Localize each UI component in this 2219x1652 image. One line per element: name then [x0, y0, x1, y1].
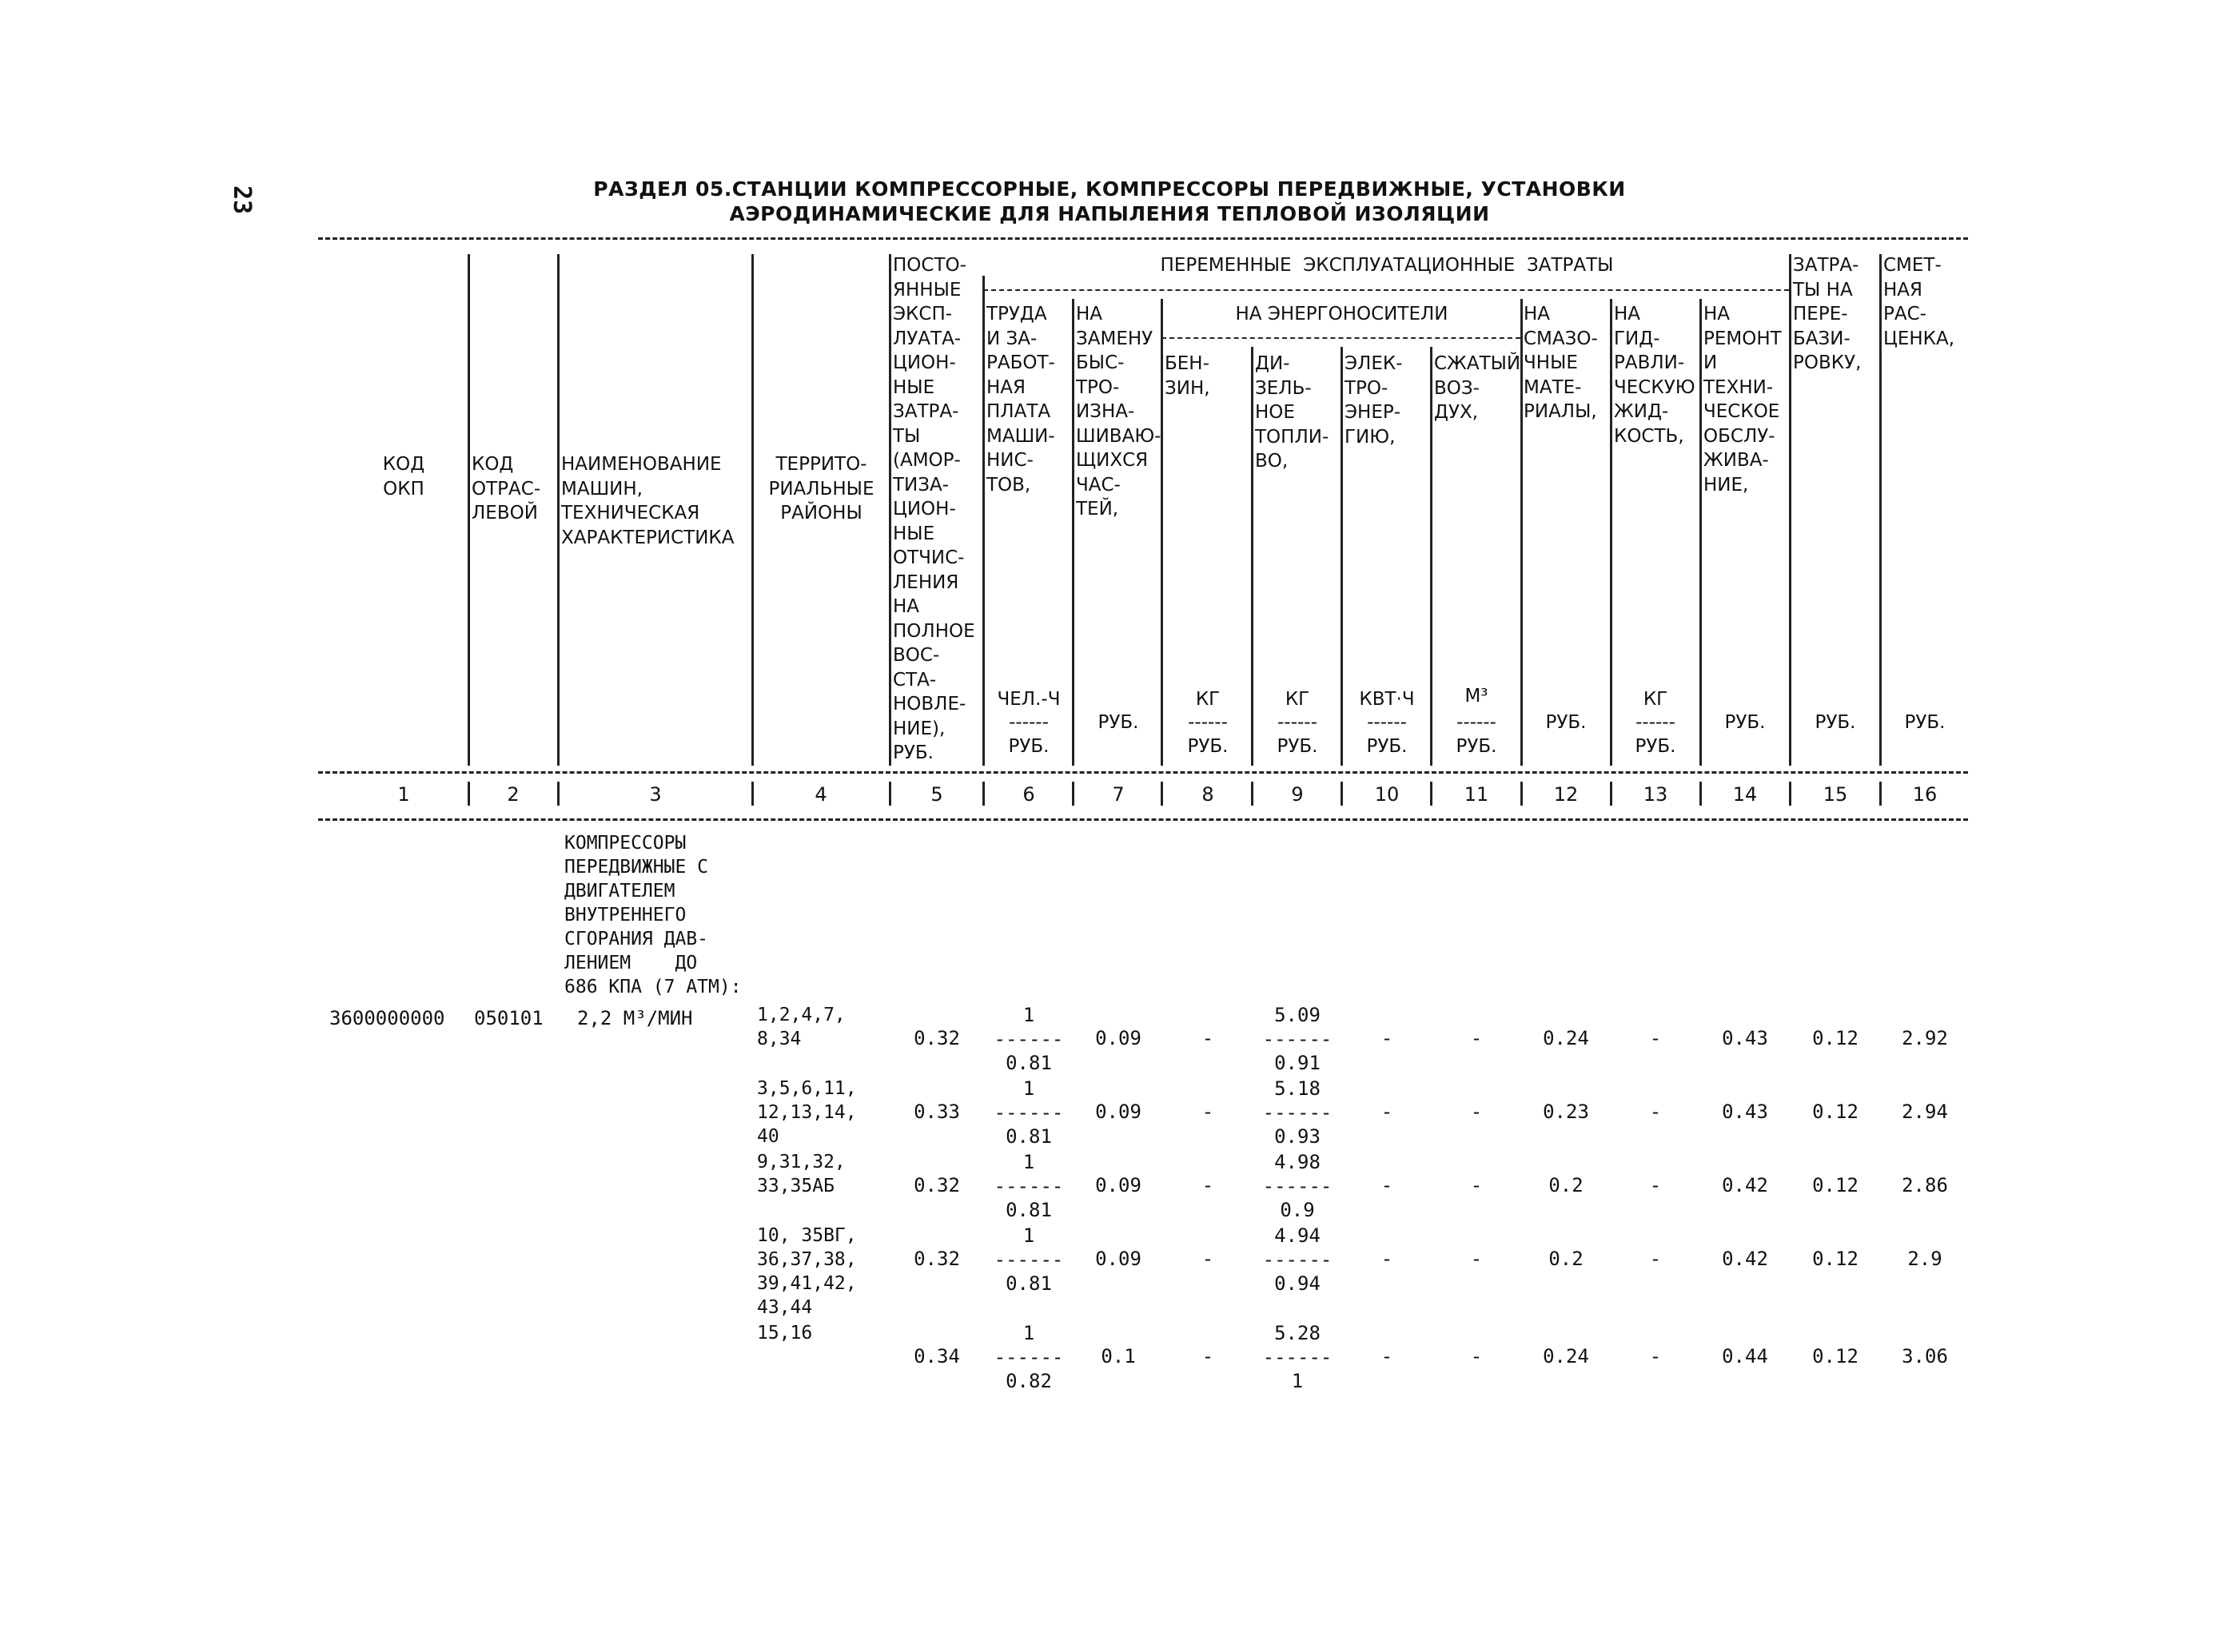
row-regions: 1,2,4,7, 8,34 [757, 1005, 846, 1049]
header-labor: ТРУДА И ЗА- РАБОТ- НАЯ ПЛАТА МАШИ- НИС- ТОВ, [986, 304, 1055, 496]
header-relocation: ЗАТРА- ТЫ НА ПЕРЕ- БАЗИ- РОВКУ, [1793, 255, 1862, 373]
row-electricity: - [1380, 1174, 1393, 1196]
row-estimate: 3.06 [1902, 1345, 1948, 1367]
row-relocation: 0.12 [1812, 1174, 1858, 1196]
row-diesel-bar: ------ [1262, 1101, 1333, 1124]
row-electricity: - [1380, 1248, 1393, 1270]
page-number: 23 [228, 185, 256, 215]
row-lubricants: 0.2 [1548, 1248, 1584, 1270]
row-petrol: - [1201, 1027, 1214, 1049]
row-diesel-bottom: 1 [1291, 1370, 1304, 1392]
row-labor-top: 1 [1022, 1004, 1035, 1026]
row-electricity: - [1380, 1027, 1393, 1049]
row-lubricants: 0.2 [1548, 1174, 1584, 1196]
row-relocation: 0.12 [1812, 1345, 1858, 1367]
code-branch: 050101 [474, 1007, 544, 1029]
row-fixed-costs: 0.32 [914, 1248, 960, 1270]
row-diesel-top: 4.94 [1274, 1224, 1321, 1247]
header-variable-costs: ПЕРЕМЕННЫЕ ЭКСПЛУАТАЦИОННЫЕ ЗАТРАТЫ [1160, 255, 1614, 276]
row-electricity: - [1380, 1345, 1393, 1367]
row-lubricants: 0.23 [1543, 1101, 1589, 1123]
header-fixed-costs: ПОСТО- ЯННЫЕ ЭКСП- ЛУАТА- ЦИОН- НЫЕ ЗАТРА- ТЫ (АМОР- ТИЗА- ЦИОН- НЫЕ ОТЧИС- ЛЕНИЯ НА ПОЛНОЕ ВОС- СТА- НОВЛЕ- НИЕ), РУБ. [893, 255, 975, 763]
row-relocation: 0.12 [1812, 1248, 1858, 1270]
row-labor-bar: ------ [994, 1028, 1064, 1050]
row-compressed-air: - [1470, 1345, 1483, 1367]
row-diesel-bottom: 0.93 [1274, 1125, 1321, 1148]
row-labor-bottom: 0.81 [1006, 1125, 1052, 1148]
row-estimate: 2.9 [1907, 1248, 1942, 1270]
column-numbers-rule [318, 818, 1968, 821]
row-compressed-air: - [1470, 1101, 1483, 1123]
header-estimate: СМЕТ- НАЯ РАС- ЦЕНКА, [1883, 255, 1955, 349]
section-title-line2: АЭРОДИНАМИЧЕСКИЕ ДЛЯ НАПЫЛЕНИЯ ТЕПЛОВОЙ ИЗОЛЯЦИИ [729, 202, 1490, 225]
row-diesel-bar: ------ [1262, 1175, 1333, 1197]
row-fixed-costs: 0.34 [914, 1345, 960, 1367]
row-diesel-bottom: 0.94 [1274, 1272, 1321, 1295]
row-labor-bar: ------ [994, 1346, 1064, 1368]
row-hydraulic: - [1649, 1345, 1662, 1367]
row-labor-bottom: 0.81 [1006, 1272, 1052, 1295]
row-lubricants: 0.24 [1543, 1345, 1589, 1367]
row-diesel-top: 4.98 [1274, 1151, 1321, 1173]
row-petrol: - [1201, 1174, 1214, 1196]
header-diesel: ДИ- ЗЕЛЬ- НОЕ ТОПЛИ- ВО, [1255, 353, 1329, 472]
header-regions: ТЕРРИТО- РИАЛЬНЫЕ РАЙОНЫ [768, 454, 874, 523]
header-energy: НА ЭНЕРГОНОСИТЕЛИ [1235, 304, 1448, 324]
row-hydraulic: - [1649, 1174, 1662, 1196]
row-labor-top: 1 [1022, 1322, 1035, 1344]
section-description: КОМПРЕССОРЫ ПЕРЕДВИЖНЫЕ С ДВИГАТЕЛЕМ ВНУТРЕННЕГО СГОРАНИЯ ДАВ- ЛЕНИЕМ ДО 686 КПА (7 АТМ): [564, 833, 742, 997]
row-petrol: - [1201, 1101, 1214, 1123]
section-title-line1: РАЗДЕЛ 05.СТАНЦИИ КОМПРЕССОРНЫЕ, КОМПРЕССОРЫ ПЕРЕДВИЖНЫЕ, УСТАНОВКИ [593, 177, 1626, 201]
row-petrol: - [1201, 1345, 1214, 1367]
header-hydraulic: НА ГИД- РАВЛИ- ЧЕСКУЮ ЖИД- КОСТЬ, [1614, 304, 1695, 447]
row-fixed-costs: 0.32 [914, 1027, 960, 1049]
row-repair: 0.42 [1722, 1248, 1768, 1270]
variable-costs-rule [983, 289, 1789, 291]
header-electricity: ЭЛЕК- ТРО- ЭНЕР- ГИЮ, [1345, 353, 1403, 448]
row-petrol: - [1201, 1248, 1214, 1270]
row-relocation: 0.12 [1812, 1101, 1858, 1123]
header-repair: НА РЕМОНТ И ТЕХНИ- ЧЕСКОЕ ОБСЛУ- ЖИВА- НИЕ, [1703, 304, 1782, 496]
header-lubricants: НА СМАЗО- ЧНЫЕ МАТЕ- РИАЛЫ, [1524, 304, 1598, 422]
table-top-rule [318, 237, 1968, 240]
row-estimate: 2.94 [1902, 1101, 1948, 1123]
row-diesel-bottom: 0.9 [1280, 1199, 1315, 1221]
row-repair: 0.43 [1722, 1027, 1768, 1049]
row-diesel-top: 5.18 [1274, 1077, 1321, 1100]
row-labor-bar: ------ [994, 1248, 1064, 1271]
row-compressed-air: - [1470, 1174, 1483, 1196]
row-estimate: 2.92 [1902, 1027, 1948, 1049]
row-parts: 0.09 [1095, 1174, 1141, 1196]
row-parts: 0.09 [1095, 1027, 1141, 1049]
row-labor-top: 1 [1022, 1151, 1035, 1173]
row-labor-bar: ------ [994, 1101, 1064, 1124]
row-hydraulic: - [1649, 1027, 1662, 1049]
header-compressed-air: СЖАТЫЙ ВОЗ- ДУХ, [1434, 353, 1521, 423]
row-relocation: 0.12 [1812, 1027, 1858, 1049]
energy-rule [1161, 337, 1520, 339]
row-repair: 0.44 [1722, 1345, 1768, 1367]
row-regions: 15,16 [757, 1323, 813, 1343]
row-fixed-costs: 0.33 [914, 1101, 960, 1123]
row-repair: 0.42 [1722, 1174, 1768, 1196]
row-regions: 3,5,6,11, 12,13,14, 40 [757, 1078, 857, 1147]
row-labor-bottom: 0.81 [1006, 1199, 1052, 1221]
row-labor-bottom: 0.82 [1006, 1370, 1052, 1392]
row-compressed-air: - [1470, 1248, 1483, 1270]
header-machine-name: НАИМЕНОВАНИЕ МАШИН, ТЕХНИЧЕСКАЯ ХАРАКТЕРИСТИКА [561, 454, 735, 548]
row-repair: 0.43 [1722, 1101, 1768, 1123]
row-fixed-costs: 0.32 [914, 1174, 960, 1196]
header-code-okp: КОД ОКП [382, 454, 425, 500]
row-parts: 0.09 [1095, 1101, 1141, 1123]
row-parts: 0.09 [1095, 1248, 1141, 1270]
row-parts: 0.1 [1101, 1345, 1136, 1367]
row-diesel-bar: ------ [1262, 1346, 1333, 1368]
row-estimate: 2.86 [1902, 1174, 1948, 1196]
row-labor-bar: ------ [994, 1175, 1064, 1197]
row-diesel-top: 5.09 [1274, 1004, 1321, 1026]
row-diesel-bar: ------ [1262, 1028, 1333, 1050]
code-okp: 3600000000 [329, 1007, 445, 1029]
row-regions: 10, 35ВГ, 36,37,38, 39,41,42, 43,44 [757, 1225, 857, 1318]
row-diesel-top: 5.28 [1274, 1322, 1321, 1344]
row-labor-top: 1 [1022, 1224, 1035, 1247]
row-labor-top: 1 [1022, 1077, 1035, 1100]
header-bottom-rule [318, 771, 1968, 774]
row-labor-bottom: 0.81 [1006, 1052, 1052, 1074]
header-petrol: БЕН- ЗИН, [1165, 353, 1210, 399]
machine-spec: 2,2 М³/МИН [577, 1007, 693, 1029]
row-diesel-bar: ------ [1262, 1248, 1333, 1271]
row-hydraulic: - [1649, 1248, 1662, 1270]
row-regions: 9,31,32, 33,35АБ [757, 1152, 846, 1196]
row-electricity: - [1380, 1101, 1393, 1123]
row-lubricants: 0.24 [1543, 1027, 1589, 1049]
row-diesel-bottom: 0.91 [1274, 1052, 1321, 1074]
header-code-branch: КОД ОТРАС- ЛЕВОЙ [472, 454, 541, 523]
row-compressed-air: - [1470, 1027, 1483, 1049]
header-parts: НА ЗАМЕНУ БЫС- ТРО- ИЗНА- ШИВАЮ- ЩИХСЯ ЧАС- ТЕЙ, [1076, 304, 1161, 519]
row-hydraulic: - [1649, 1101, 1662, 1123]
